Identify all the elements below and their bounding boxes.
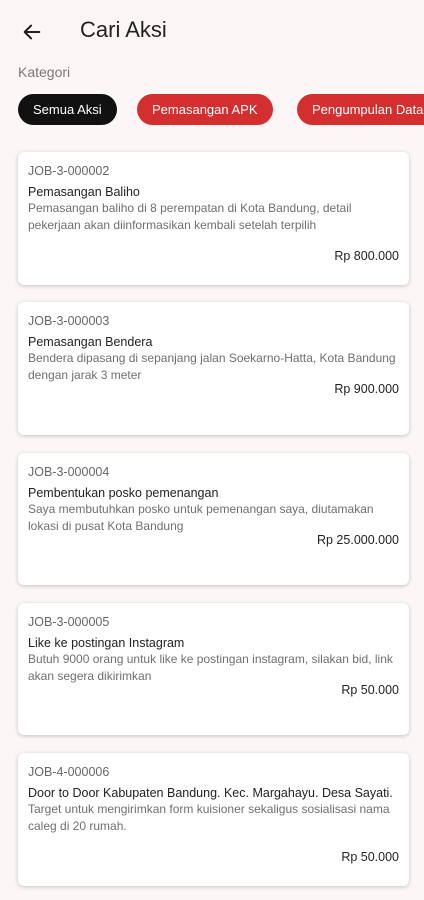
chip-semua-aksi[interactable]: Semua Aksi: [18, 94, 117, 125]
arrow-left-icon: [21, 21, 43, 43]
job-code: JOB-4-000006: [28, 765, 110, 779]
job-code: JOB-3-000004: [28, 465, 110, 479]
job-price: Rp 800.000: [334, 249, 399, 263]
job-price: Rp 900.000: [334, 382, 399, 396]
job-description: Bendera dipasang di sepanjang jalan Soekarno-Hatta, Kota Bandung dengan jarak 3 meter: [28, 351, 396, 382]
job-price: Rp 50.000: [341, 683, 399, 697]
chip-pengumpulan-data[interactable]: Pengumpulan Data: [297, 94, 424, 125]
back-button[interactable]: [18, 18, 46, 46]
job-title: Pemasangan Baliho: [28, 185, 140, 199]
job-title: Like ke postingan Instagram: [28, 636, 185, 650]
job-code: JOB-3-000005: [28, 615, 110, 629]
job-title: Pembentukan posko pemenangan: [28, 486, 219, 500]
page-title: Cari Aksi: [80, 17, 167, 42]
job-card[interactable]: [18, 753, 409, 886]
category-label: Kategori: [18, 64, 71, 80]
job-card[interactable]: [18, 302, 409, 435]
job-card[interactable]: [18, 453, 409, 585]
job-description: Target untuk mengirimkan form kuisioner sekaligus sosialisasi nama caleg di 20 rumah.: [28, 802, 390, 833]
job-code: JOB-3-000002: [28, 164, 110, 178]
job-card[interactable]: [18, 152, 409, 285]
job-price: Rp 50.000: [341, 850, 399, 864]
job-price: Rp 25.000.000: [316, 533, 399, 547]
chip-pemasangan-apk[interactable]: Pemasangan APK: [137, 94, 273, 125]
app-bar: [0, 0, 424, 62]
job-title: Pemasangan Bendera: [28, 335, 153, 349]
job-description: Pemasangan baliho di 8 perempatan di Kota Bandung, detail pekerjaan akan diinformasikan kembali setelah terpilih: [28, 201, 352, 232]
job-description: Butuh 9000 orang untuk like ke postingan instagram, silakan bid, link akan segera dikirimkan: [28, 652, 393, 683]
job-description: Saya membutuhkan posko untuk pemenangan saya, diutamakan lokasi di pusat Kota Bandung: [28, 502, 374, 533]
category-chips: [0, 94, 424, 126]
job-code: JOB-3-000003: [28, 314, 110, 328]
job-card[interactable]: [18, 603, 409, 735]
job-title: Door to Door Kabupaten Bandung. Kec. Margahayu. Desa Sayati.: [28, 786, 393, 800]
